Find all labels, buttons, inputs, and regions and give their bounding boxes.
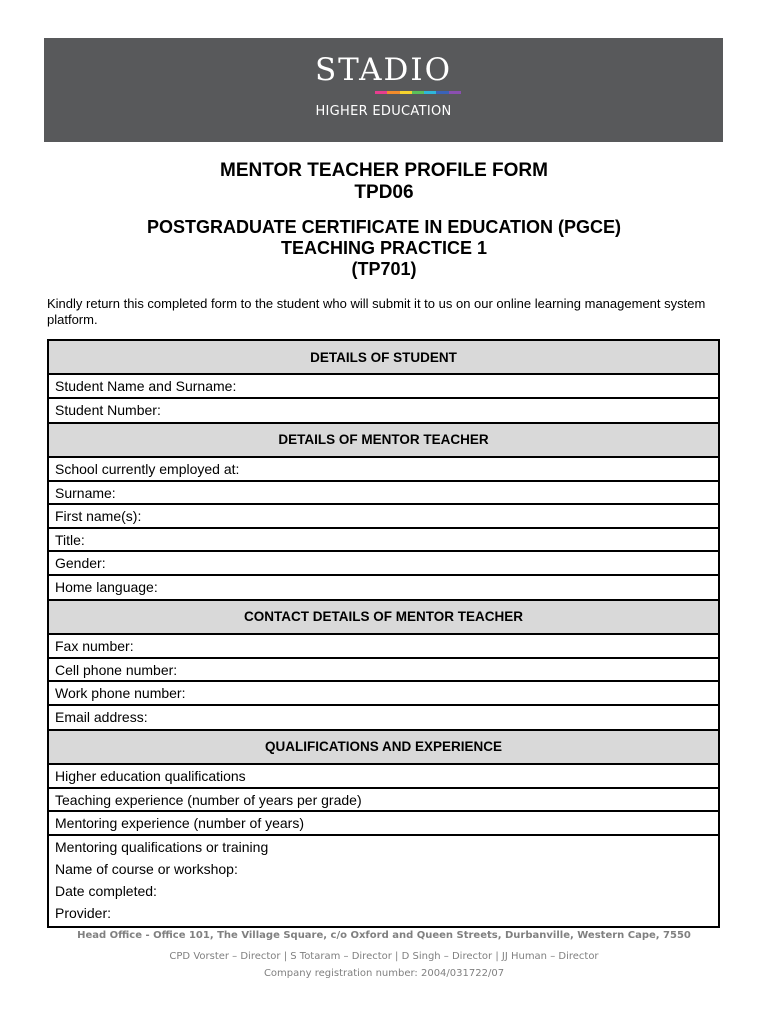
section-heading-contact: CONTACT DETAILS OF MENTOR TEACHER [49, 599, 718, 635]
module-title: TEACHING PRACTICE 1 [280, 238, 487, 258]
intro-text: Kindly return this completed form to the student who will submit it to us on our online learning management system platform. [47, 296, 706, 327]
brand-tagline: HIGHER EDUCATION [315, 104, 452, 119]
field-email[interactable]: Email address: [55, 708, 148, 725]
color-stripe [449, 91, 461, 94]
training-line: Date completed: [55, 882, 157, 899]
section-heading-mentor: DETAILS OF MENTOR TEACHER [49, 422, 718, 458]
footer-directors: CPD Vorster – Director | S Totaram – Director | D Singh – Director | JJ Human – Director [169, 951, 599, 962]
program-title-block [0, 217, 768, 280]
field-surname[interactable]: Surname: [49, 482, 718, 506]
field-gender[interactable]: Gender: [49, 552, 718, 576]
program-title: POSTGRADUATE CERTIFICATE IN EDUCATION (PGCE) [147, 217, 621, 237]
training-line: Name of course or workshop: [55, 860, 238, 877]
footer-office-address: Head Office - Office 101, The Village Square, c/o Oxford and Queen Streets, Durbanville, Western Cape, 7550 [77, 930, 691, 941]
color-stripe [387, 91, 399, 94]
field-mentoring-training[interactable] [49, 836, 718, 926]
footer-registration: Company registration number: 2004/031722/07 [263, 968, 505, 979]
section-heading-student: DETAILS OF STUDENT [49, 341, 718, 375]
training-line: Mentoring qualifications or training [55, 838, 269, 855]
color-stripe [412, 91, 424, 94]
field-title[interactable]: Title: [49, 529, 718, 553]
module-code: (TP701) [351, 259, 417, 279]
field-cell-phone[interactable]: Cell phone number: [49, 659, 718, 683]
form-title-block [0, 160, 768, 204]
form-code: TPD06 [354, 182, 414, 203]
field-student-name[interactable]: Student Name and Surname: [49, 375, 718, 399]
form-title: MENTOR TEACHER PROFILE FORM [220, 160, 548, 181]
field-student-number[interactable]: Student Number: [55, 401, 161, 418]
field-work-phone[interactable]: Work phone number: [49, 682, 718, 706]
color-stripe [424, 91, 436, 94]
training-line: Provider: [55, 904, 112, 921]
profile-form-table [47, 339, 720, 928]
section-heading-qualifications: QUALIFICATIONS AND EXPERIENCE [49, 729, 718, 765]
color-stripe [375, 91, 387, 94]
brand-color-bar [375, 91, 461, 94]
color-stripe [436, 91, 448, 94]
field-teaching-experience[interactable]: Teaching experience (number of years per grade) [49, 789, 718, 813]
field-fax[interactable]: Fax number: [49, 635, 718, 659]
header-banner [44, 38, 723, 142]
brand-logo: STADIO [314, 52, 453, 88]
field-mentoring-experience[interactable]: Mentoring experience (number of years) [49, 812, 718, 836]
field-higher-education[interactable]: Higher education qualifications [49, 765, 718, 789]
field-school[interactable]: School currently employed at: [49, 458, 718, 482]
color-stripe [400, 91, 412, 94]
field-home-language[interactable]: Home language: [55, 578, 158, 595]
field-first-names[interactable]: First name(s): [49, 505, 718, 529]
